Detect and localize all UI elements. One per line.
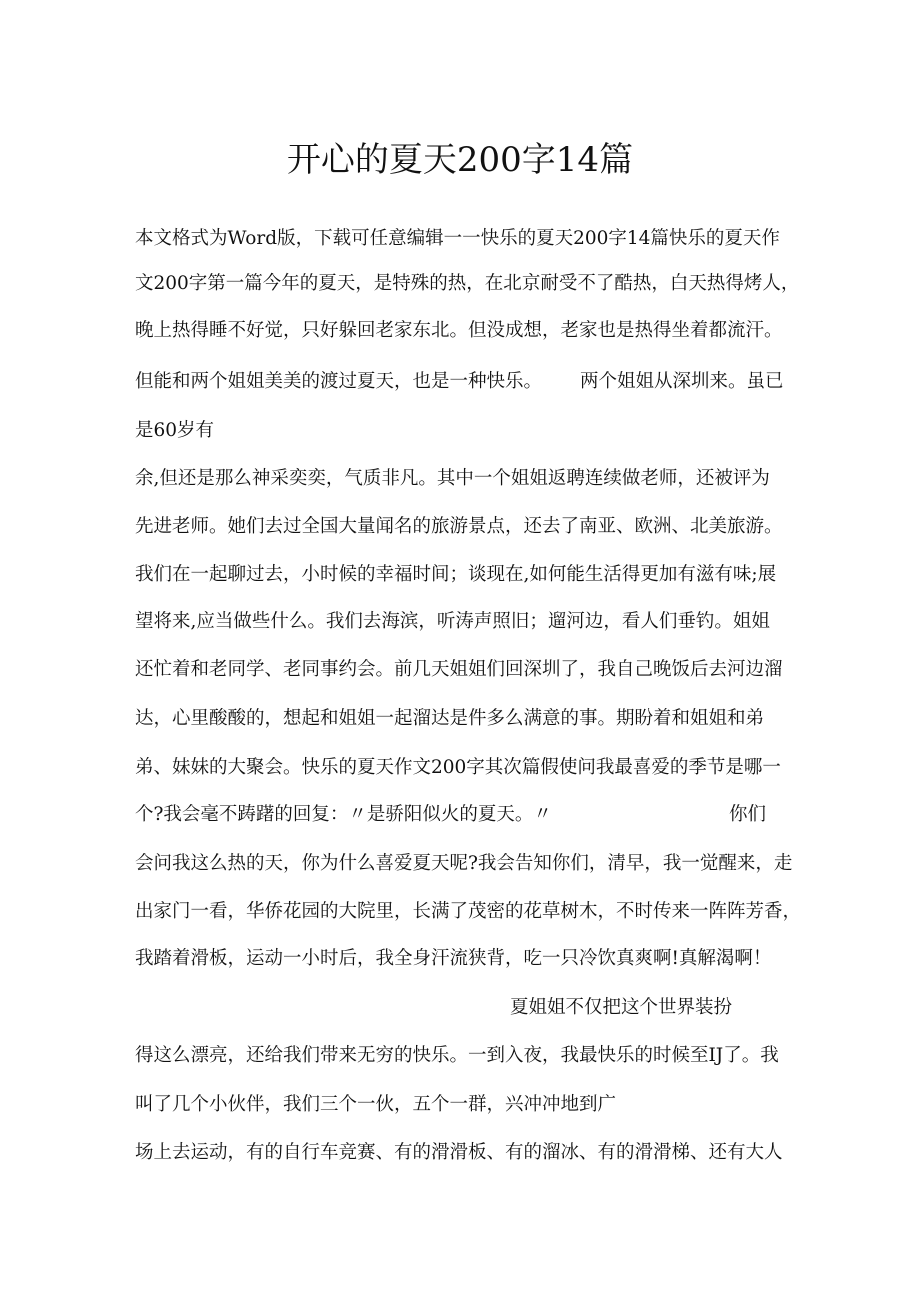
text-line: 会问我这么热的天，你为什么喜爱夏天呢?我会告知你们，清早，我一觉醒来，走 — [135, 853, 793, 874]
text-line: 本文格式为Word版，下载可任意编辑一一快乐的夏天200字14篇快乐的夏天作 — [135, 228, 780, 249]
text-line: 场上去运动，有的自行车竞赛、有的滑滑板、有的溜冰、有的滑滑梯、还有大人 — [135, 1142, 783, 1163]
text-line: 但能和两个姐姐美美的渡过夏天，也是一种快乐。 — [135, 371, 543, 392]
text-line: 是60岁有 — [135, 420, 215, 441]
text-line: 我们在一起聊过去，小时候的幸福时间；谈现在,如何能生活得更加有滋有味;展 — [135, 564, 777, 585]
text-line: 你们 — [729, 804, 767, 825]
text-line: 得这么漂亮，还给我们带来无穷的快乐。一到入夜，我最快乐的时候至IJ了。我 — [135, 1045, 779, 1066]
text-line: 晚上热得睡不好觉，只好躲回老家东北。但没成想，老家也是热得坐着都流汗。 — [135, 320, 783, 341]
text-line: 达，心里酸酸的，想起和姐姐一起溜达是件多么满意的事。期盼着和姐姐和弟 — [135, 708, 765, 729]
text-line: 夏姐姐不仅把这个世界装扮 — [510, 997, 733, 1018]
text-line: 我踏着滑板，运动一小时后，我全身汗流狭背，吃一只冷饮真爽啊!真解渴啊！ — [135, 948, 772, 969]
text-line: 还忙着和老同学、老同事约会。前几天姐姐们回深圳了，我自己晚饭后去河边溜 — [135, 659, 783, 680]
text-line: 望将来,应当做些什么。我们去海滨，听涛声照旧；遛河边，看人们垂钓。姐姐 — [135, 611, 770, 632]
text-line: 叫了几个小伙伴，我们三个一伙，五个一群，兴冲冲地到广 — [135, 1094, 617, 1115]
text-line: 个?我会毫不踌躇的回复：〃是骄阳似火的夏天。〃 — [135, 804, 552, 825]
text-line: 弟、妹妹的大聚会。快乐的夏天作文200字其次篇假使问我最喜爱的季节是哪一 — [135, 757, 781, 778]
text-line: 余,但还是那么神采奕奕，气质非凡。其中一个姐姐返聘连续做老师，还被评为 — [135, 468, 770, 489]
text-line: 两个姐姐从深圳来。虽已 — [580, 371, 784, 392]
text-line: 出家门一看，华侨花园的大院里，长满了茂密的花草树木，不时传来一阵阵芳香， — [135, 901, 802, 922]
text-line: 先进老师。她们去过全国大量闻名的旅游景点，还去了南亚、欧洲、北美旅游。 — [135, 516, 783, 537]
text-line: 文200字第一篇今年的夏天，是特殊的热，在北京耐受不了酷热，白天热得烤人， — [135, 273, 800, 294]
document-title: 开心的夏天200字14篇 — [286, 140, 634, 180]
